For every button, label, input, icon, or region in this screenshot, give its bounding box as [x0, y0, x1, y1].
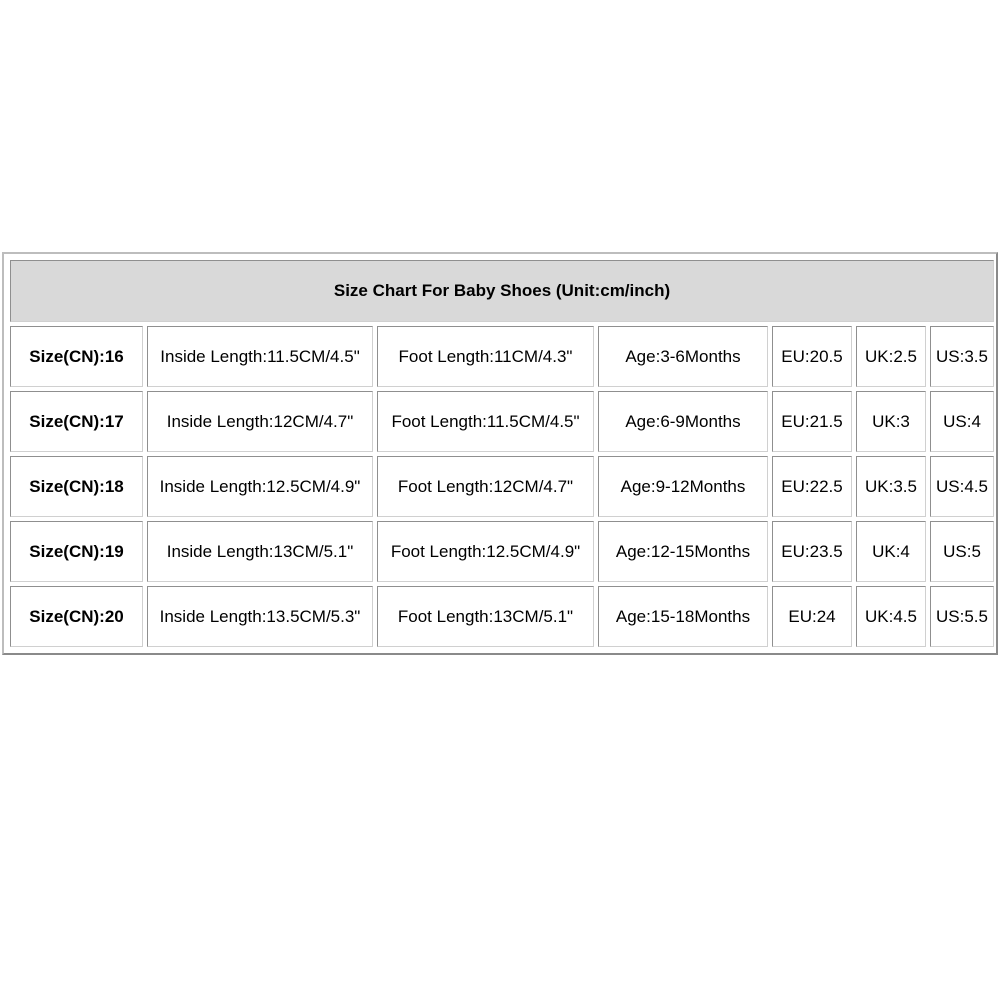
- table-row: [10, 521, 994, 582]
- us-size-cell: US:5: [930, 521, 994, 582]
- age-cell: Age:12-15Months: [598, 521, 768, 582]
- foot-length-cell: Foot Length:11CM/4.3": [377, 326, 594, 387]
- foot-length-cell: Foot Length:12CM/4.7": [377, 456, 594, 517]
- eu-size-cell: EU:24: [772, 586, 852, 647]
- inside-length-cell: Inside Length:12CM/4.7": [147, 391, 373, 452]
- inside-length-cell: Inside Length:11.5CM/4.5": [147, 326, 373, 387]
- eu-size-cell: EU:23.5: [772, 521, 852, 582]
- table-row: [10, 586, 994, 647]
- size-cn-cell: Size(CN):19: [10, 521, 143, 582]
- table-row: [10, 326, 994, 387]
- inside-length-cell: Inside Length:12.5CM/4.9": [147, 456, 373, 517]
- us-size-cell: US:4.5: [930, 456, 994, 517]
- size-cn-cell: Size(CN):16: [10, 326, 143, 387]
- us-size-cell: US:4: [930, 391, 994, 452]
- us-size-cell: US:3.5: [930, 326, 994, 387]
- uk-size-cell: UK:4: [856, 521, 926, 582]
- us-size-cell: US:5.5: [930, 586, 994, 647]
- chart-title: Size Chart For Baby Shoes (Unit:cm/inch): [10, 260, 994, 322]
- size-chart-table: [6, 256, 998, 651]
- eu-size-cell: EU:21.5: [772, 391, 852, 452]
- uk-size-cell: UK:3: [856, 391, 926, 452]
- foot-length-cell: Foot Length:12.5CM/4.9": [377, 521, 594, 582]
- size-cn-cell: Size(CN):18: [10, 456, 143, 517]
- title-row: [10, 260, 994, 322]
- age-cell: Age:15-18Months: [598, 586, 768, 647]
- table-row: [10, 391, 994, 452]
- age-cell: Age:3-6Months: [598, 326, 768, 387]
- eu-size-cell: EU:22.5: [772, 456, 852, 517]
- foot-length-cell: Foot Length:11.5CM/4.5": [377, 391, 594, 452]
- uk-size-cell: UK:4.5: [856, 586, 926, 647]
- age-cell: Age:9-12Months: [598, 456, 768, 517]
- uk-size-cell: UK:3.5: [856, 456, 926, 517]
- size-chart-frame: [2, 252, 998, 655]
- table-row: [10, 456, 994, 517]
- uk-size-cell: UK:2.5: [856, 326, 926, 387]
- inside-length-cell: Inside Length:13.5CM/5.3": [147, 586, 373, 647]
- foot-length-cell: Foot Length:13CM/5.1": [377, 586, 594, 647]
- inside-length-cell: Inside Length:13CM/5.1": [147, 521, 373, 582]
- age-cell: Age:6-9Months: [598, 391, 768, 452]
- eu-size-cell: EU:20.5: [772, 326, 852, 387]
- size-cn-cell: Size(CN):17: [10, 391, 143, 452]
- size-cn-cell: Size(CN):20: [10, 586, 143, 647]
